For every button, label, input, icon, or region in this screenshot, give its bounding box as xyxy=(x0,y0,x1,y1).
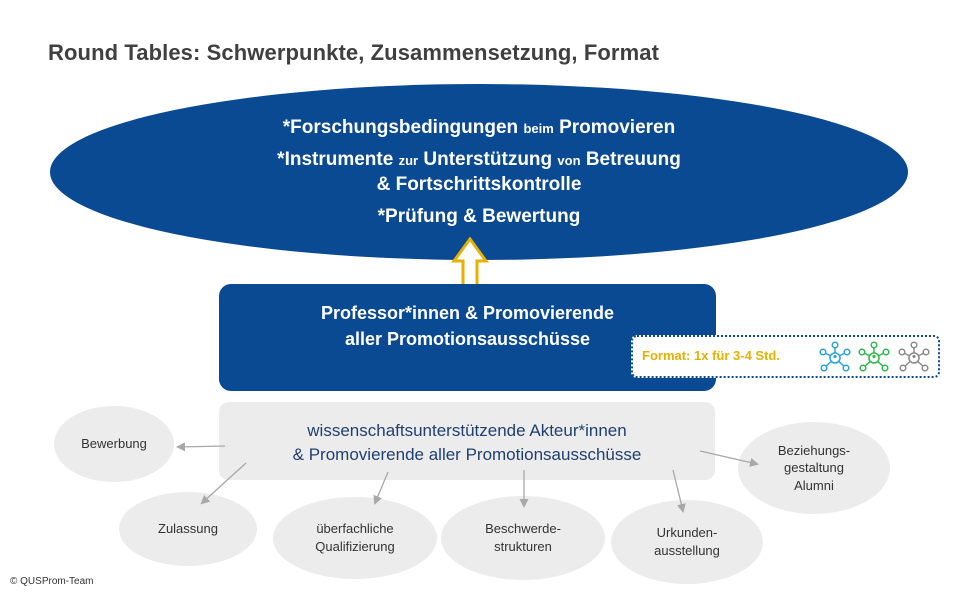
topic-research-conditions: *Forschungsbedingungen beim Promovieren xyxy=(282,116,676,138)
bubble-urkunden: Urkunden- ausstellung xyxy=(611,500,763,584)
bubble-beziehung: Beziehungs- gestaltung Alumni xyxy=(738,422,890,514)
professors-line-1: Professor*innen & Promovierende xyxy=(320,303,615,323)
bubble-beschwerde: Beschwerde- strukturen xyxy=(441,496,605,580)
bubble-bewerbung: Bewerbung xyxy=(54,406,174,482)
topic-instruments: *Instrumente zur Unterstützung von Betreuung xyxy=(277,148,681,170)
arrow-to-qualifizierung xyxy=(375,472,388,503)
arrow-to-beziehung xyxy=(700,451,757,464)
topic-examination: *Prüfung & Bewertung xyxy=(377,206,581,228)
arrow-to-zulassung xyxy=(202,463,246,503)
actors-line-2: & Promovierende aller Promotionsausschüsse xyxy=(292,444,642,464)
arrow-to-urkunden xyxy=(673,470,683,511)
actors-line-1: wissenschaftsunterstützende Akteur*innen xyxy=(307,421,627,440)
bubble-zulassung: Zulassung xyxy=(119,492,257,566)
copyright-note: © QUSProm-Team xyxy=(10,576,94,587)
format-label: Format: 1x für 3-4 Std. xyxy=(642,348,780,363)
bubble-qualifizierung: überfachliche Qualifizierung xyxy=(273,497,437,579)
topic-progress-control: & Fortschrittskontrolle xyxy=(376,174,582,195)
professors-line-2: aller Promotionsausschüsse xyxy=(344,329,591,350)
arrow-to-bewerbung xyxy=(178,446,225,447)
page-title: Round Tables: Schwerpunkte, Zusammensetzung, Format xyxy=(48,40,659,65)
